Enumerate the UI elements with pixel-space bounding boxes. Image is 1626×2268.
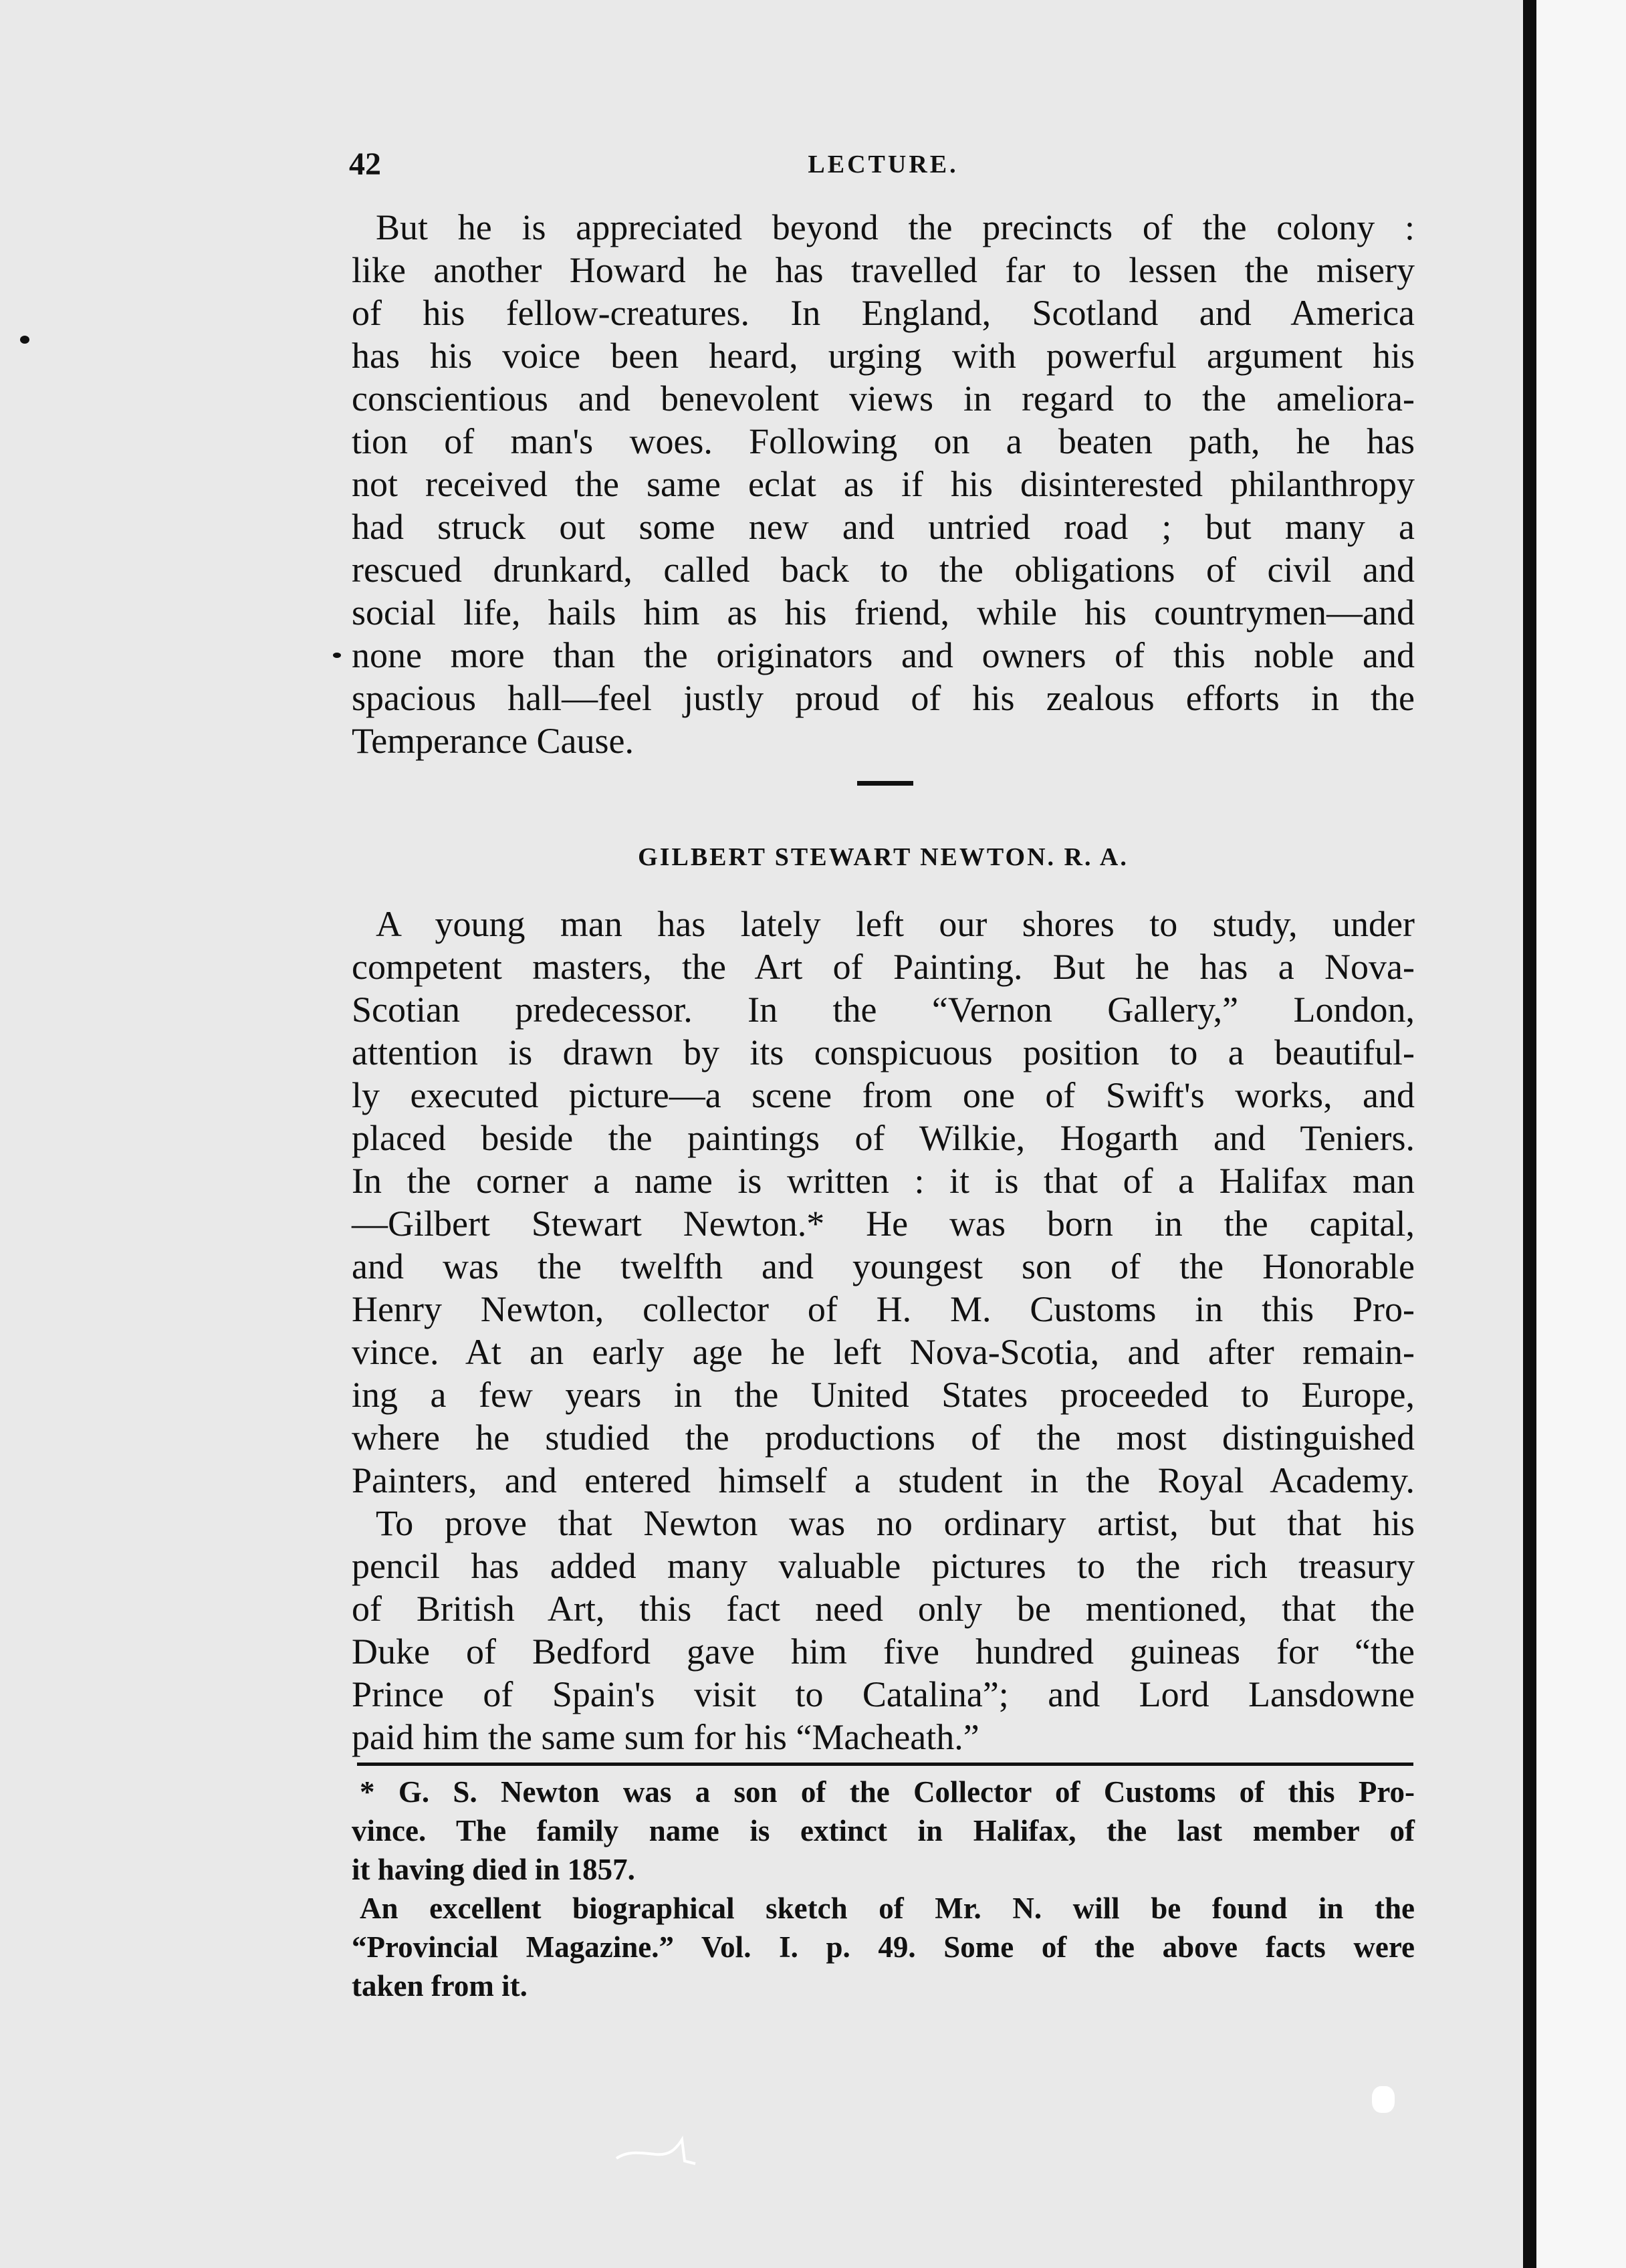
footnote-line: vince. The family name is extinct in Halifax, the last member of: [352, 1814, 1415, 1847]
text-line: competent masters, the Art of Painting. But he has a Nova-: [352, 947, 1415, 987]
text-line: Temperance Cause.: [352, 721, 634, 761]
footnote-line: it having died in 1857.: [352, 1853, 635, 1886]
text-line: attention is drawn by its conspicuous position to a beautiful-: [352, 1032, 1415, 1072]
page-edge-shadow: [1523, 0, 1536, 2268]
text-line: tion of man's woes. Following on a beaten path, he has: [352, 421, 1415, 461]
footnote-line: An excellent biographical sketch of Mr. N. will be found in the: [360, 1892, 1415, 1925]
ink-speck: [333, 653, 341, 658]
text-line: Scotian predecessor. In the “Vernon Gallery,” London,: [352, 990, 1415, 1030]
text-line: In the corner a name is written : it is that of a Halifax man: [352, 1161, 1415, 1201]
page-number: 42: [349, 146, 381, 182]
text-line: paid him the same sum for his “Macheath.”: [352, 1717, 979, 1757]
section-heading: GILBERT STEWART NEWTON. R. A.: [638, 843, 1129, 871]
footnote-line: taken from it.: [352, 1969, 528, 2003]
text-line: ly executed picture—a scene from one of Swift's works, and: [352, 1075, 1415, 1115]
running-head: LECTURE.: [808, 150, 959, 179]
text-line: where he studied the productions of the most distinguished: [352, 1418, 1415, 1458]
text-line: social life, hails him as his friend, while his countrymen—and: [352, 592, 1415, 633]
text-line: placed beside the paintings of Wilkie, Hogarth and Teniers.: [352, 1118, 1415, 1158]
pencil-mark-icon: [615, 2130, 702, 2170]
text-line: To prove that Newton was no ordinary artist, but that his: [376, 1503, 1415, 1543]
text-line: Painters, and entered himself a student in the Royal Academy.: [352, 1460, 1415, 1500]
text-line: But he is appreciated beyond the precincts of the colony :: [376, 207, 1415, 247]
footnote-rule: [357, 1763, 1413, 1766]
text-line: spacious hall—feel justly proud of his zealous efforts in the: [352, 678, 1415, 718]
text-line: had struck out some new and untried road ; but many a: [352, 507, 1415, 547]
text-line: pencil has added many valuable pictures to the rich treasury: [352, 1546, 1415, 1586]
text-line: has his voice been heard, urging with powerful argument his: [352, 336, 1415, 376]
text-line: Prince of Spain's visit to Catalina”; and Lord Lansdowne: [352, 1674, 1415, 1714]
text-line: —Gilbert Stewart Newton.* He was born in the capital,: [352, 1204, 1415, 1244]
text-line: none more than the originators and owners of this noble and: [352, 635, 1415, 675]
ink-speck: [20, 336, 29, 344]
text-line: vince. At an early age he left Nova-Scotia, and after remain-: [352, 1332, 1415, 1372]
text-line: of his fellow-creatures. In England, Scotland and America: [352, 293, 1415, 333]
text-line: ing a few years in the United States proceeded to Europe,: [352, 1375, 1415, 1415]
text-line: rescued drunkard, called back to the obligations of civil and: [352, 550, 1415, 590]
footnote-line: “Provincial Magazine.” Vol. I. p. 49. Some of the above facts were: [352, 1930, 1415, 1964]
text-line: conscientious and benevolent views in regard to the ameliora-: [352, 378, 1415, 419]
footnote-line: * G. S. Newton was a son of the Collector of Customs of this Pro-: [360, 1775, 1415, 1809]
text-line: Henry Newton, collector of H. M. Customs in this Pro-: [352, 1289, 1415, 1329]
text-line: and was the twelfth and youngest son of the Honorable: [352, 1246, 1415, 1286]
text-line: not received the same eclat as if his disinterested philanthropy: [352, 464, 1415, 504]
text-line: of British Art, this fact need only be mentioned, that the: [352, 1589, 1415, 1629]
main-text: [352, 0, 1415, 2268]
text-line: Duke of Bedford gave him five hundred guineas for “the: [352, 1631, 1415, 1672]
section-divider: [857, 781, 913, 786]
text-line: A young man has lately left our shores to study, under: [376, 904, 1415, 944]
adjacent-page-strip: [1536, 0, 1626, 2268]
text-line: like another Howard he has travelled far to lessen the misery: [352, 250, 1415, 290]
